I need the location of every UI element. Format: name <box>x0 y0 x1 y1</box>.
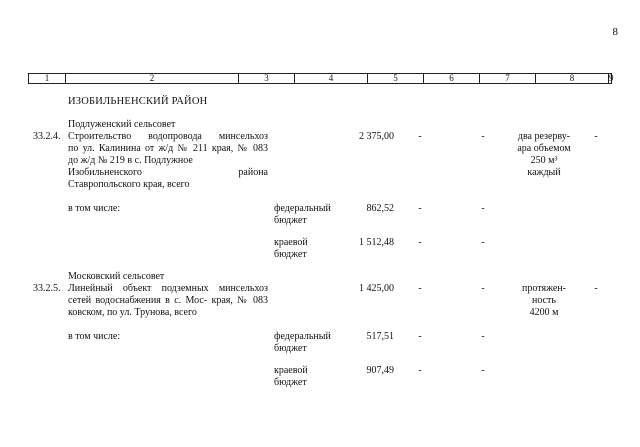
sub-amount: 1 512,48 <box>359 237 394 248</box>
sub-col6: - <box>418 331 422 342</box>
row-desc-line: Строительство водопровода минсельхоз <box>68 131 268 142</box>
row-col8-line: 250 м³ <box>530 155 558 166</box>
header-col-1: 1 <box>44 73 50 83</box>
sub-source-line: бюджет <box>274 215 307 226</box>
sub-col6: - <box>418 237 422 248</box>
sub-amount: 862,52 <box>366 203 394 214</box>
sub-col6: - <box>418 365 422 376</box>
sub-source-line: федеральный <box>274 331 331 342</box>
sub-label: в том числе: <box>68 331 121 342</box>
header-col-5: 5 <box>393 73 398 83</box>
page-number: 8 <box>612 26 618 38</box>
row-col8-line: ара объемом <box>517 143 571 154</box>
sub-amount: 517,51 <box>366 331 394 342</box>
row-col6: - <box>418 131 422 142</box>
row-desc-line: Ставропольского края, всего <box>68 179 190 190</box>
table-header-row <box>28 73 612 84</box>
row-amount: 2 375,00 <box>359 131 394 142</box>
header-col-4: 4 <box>328 73 334 83</box>
district-heading: ИЗОБИЛЬНЕНСКИЙ РАЙОН <box>68 96 208 107</box>
sub-amount: 907,49 <box>366 365 394 376</box>
sub-source-line: федеральный <box>274 203 331 214</box>
sub-col6: - <box>418 203 422 214</box>
sub-source-line: бюджет <box>274 377 307 388</box>
row-amount: 1 425,00 <box>359 283 394 294</box>
sub-source-line: бюджет <box>274 343 307 354</box>
row-number: 33.2.5. <box>33 283 61 294</box>
sub-col7: - <box>481 237 485 248</box>
row-desc-line: Линейный объект подземных минсельхоз <box>68 283 268 294</box>
header-col-6: 6 <box>449 73 454 83</box>
sub-source-line: краевой <box>274 237 308 248</box>
row-col8-line: протяжен- <box>522 283 566 294</box>
sub-source-line: краевой <box>274 365 308 376</box>
header-col-8: 8 <box>569 73 575 83</box>
row-desc-line: ковском, по ул. Трунова, всего <box>68 307 197 318</box>
subsection-title: Московский сельсовет <box>68 271 165 282</box>
header-col-9: 9 <box>609 73 614 83</box>
row-col8-line: ность <box>532 295 556 306</box>
row-number: 33.2.4. <box>33 131 61 142</box>
header-col-2: 2 <box>149 73 155 83</box>
sub-source-line: бюджет <box>274 249 307 260</box>
subsection-title: Подлуженский сельсовет <box>68 119 176 130</box>
row-desc-line: по ул. Калинина от ж/д № 211 края, № 083 <box>68 143 268 154</box>
row-col9: - <box>594 131 598 142</box>
sub-col7: - <box>481 331 485 342</box>
row-desc-line: Изобильненского района <box>68 167 268 178</box>
sub-col7: - <box>481 365 485 376</box>
row-desc-line: до ж/д № 219 в с. Подлужное <box>68 155 193 166</box>
row-col8-line: каждый <box>527 167 561 178</box>
sub-label: в том числе: <box>68 203 121 214</box>
row-col7: - <box>481 283 485 294</box>
row-col6: - <box>418 283 422 294</box>
header-col-7: 7 <box>505 73 510 83</box>
row-col8-line: 4200 м <box>529 307 559 318</box>
header-col-3: 3 <box>264 73 269 83</box>
row-col7: - <box>481 131 485 142</box>
sub-col7: - <box>481 203 485 214</box>
row-col8-line: два резерву- <box>517 131 571 142</box>
row-desc-line: сетей водоснабжения в с. Мос- края, № 083 <box>68 295 268 306</box>
row-col9: - <box>594 283 598 294</box>
